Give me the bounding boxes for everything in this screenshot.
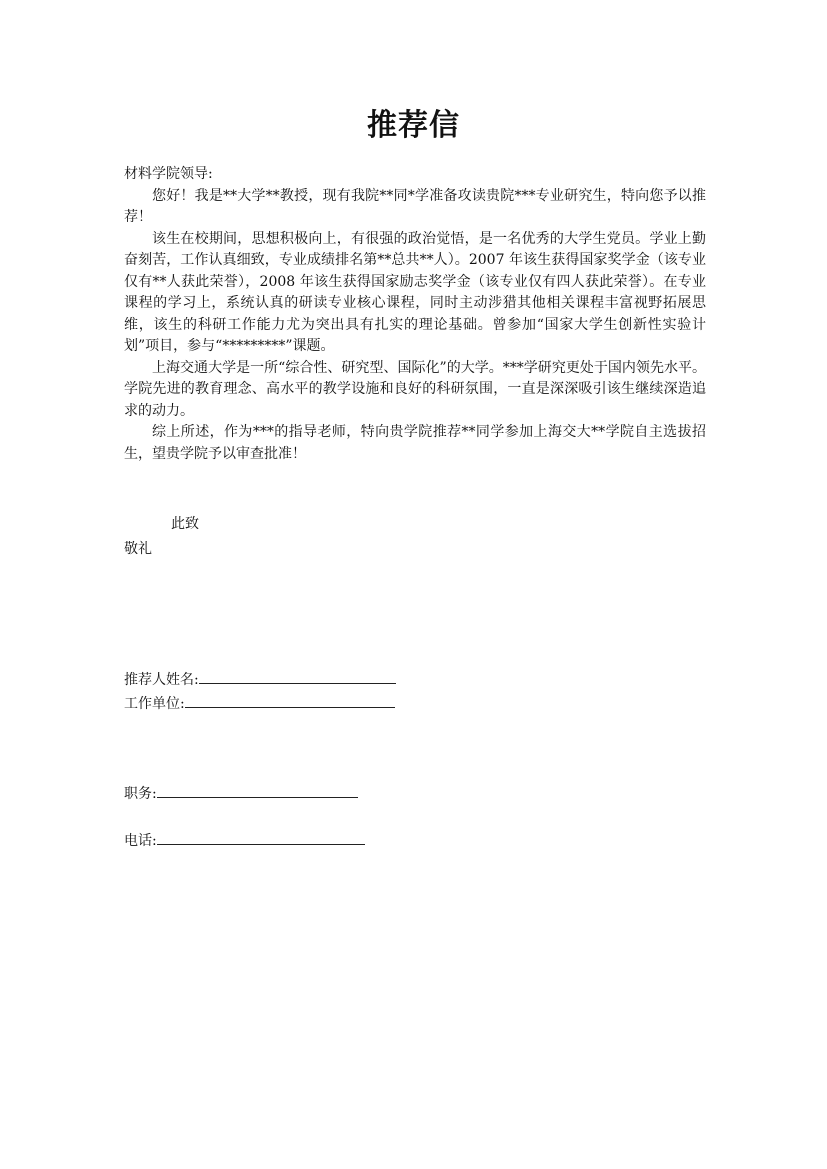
closing-jingli: 敬礼 (124, 541, 152, 557)
closing-cizhi: 此致 (171, 516, 199, 532)
letter-title: 推荐信 (367, 108, 460, 143)
work-unit-label: 工作单位: (124, 696, 185, 712)
recommender-name-blank[interactable] (199, 669, 396, 684)
recommender-name-field (124, 669, 396, 689)
position-label: 职务: (124, 786, 157, 802)
paragraph-performance: 该生在校期间，思想积极向上，有很强的政治觉悟，是一名优秀的大学生党员。学业上勤奋刻苦，工作认真细致，专业成绩排名第**总共**人）。2007 年该生获得国家奖学金（该专业仅有**人获此荣誉），2008 年该生获得国家励志奖学金（该专业仅有四人获此荣誉）。在专业课程的学习上，系统认真的研读专业核心课程，同时主动涉猎其他相关课程丰富视野拓展思维，该生的科研工作能力尤为突出具有扎实的理论基础。曾参加“国家大学生创新性实验计划”项目，参与“*********”课题。 (124, 230, 706, 354)
phone-label: 电话: (124, 833, 157, 849)
phone-blank[interactable] (157, 830, 365, 845)
paragraph-conclusion: 综上所述，作为***的指导老师，特向贵学院推荐**同学参加上海交大**学院自主选拔招生，望贵学院予以审查批准！ (124, 424, 706, 462)
work-unit-blank[interactable] (185, 693, 395, 708)
paragraph-university: 上海交通大学是一所“综合性、研究型、国际化”的大学。***学研究更处于国内领先水平。学院先进的教育理念、高水平的教学设施和良好的科研氛围，一直是深深吸引该生继续深造追求的动力。 (124, 359, 706, 419)
salutation: 材料学院领导: (124, 166, 213, 182)
letter-body (124, 164, 706, 465)
paragraph-greeting: 您好！我是**大学**教授，现有我院**同*学准备攻读贵院***专业研究生，特向您予以推荐！ (124, 187, 706, 225)
position-field (124, 783, 358, 803)
phone-field (124, 830, 365, 850)
work-unit-field (124, 693, 395, 713)
recommender-name-label: 推荐人姓名: (124, 672, 199, 688)
position-blank[interactable] (157, 783, 358, 798)
